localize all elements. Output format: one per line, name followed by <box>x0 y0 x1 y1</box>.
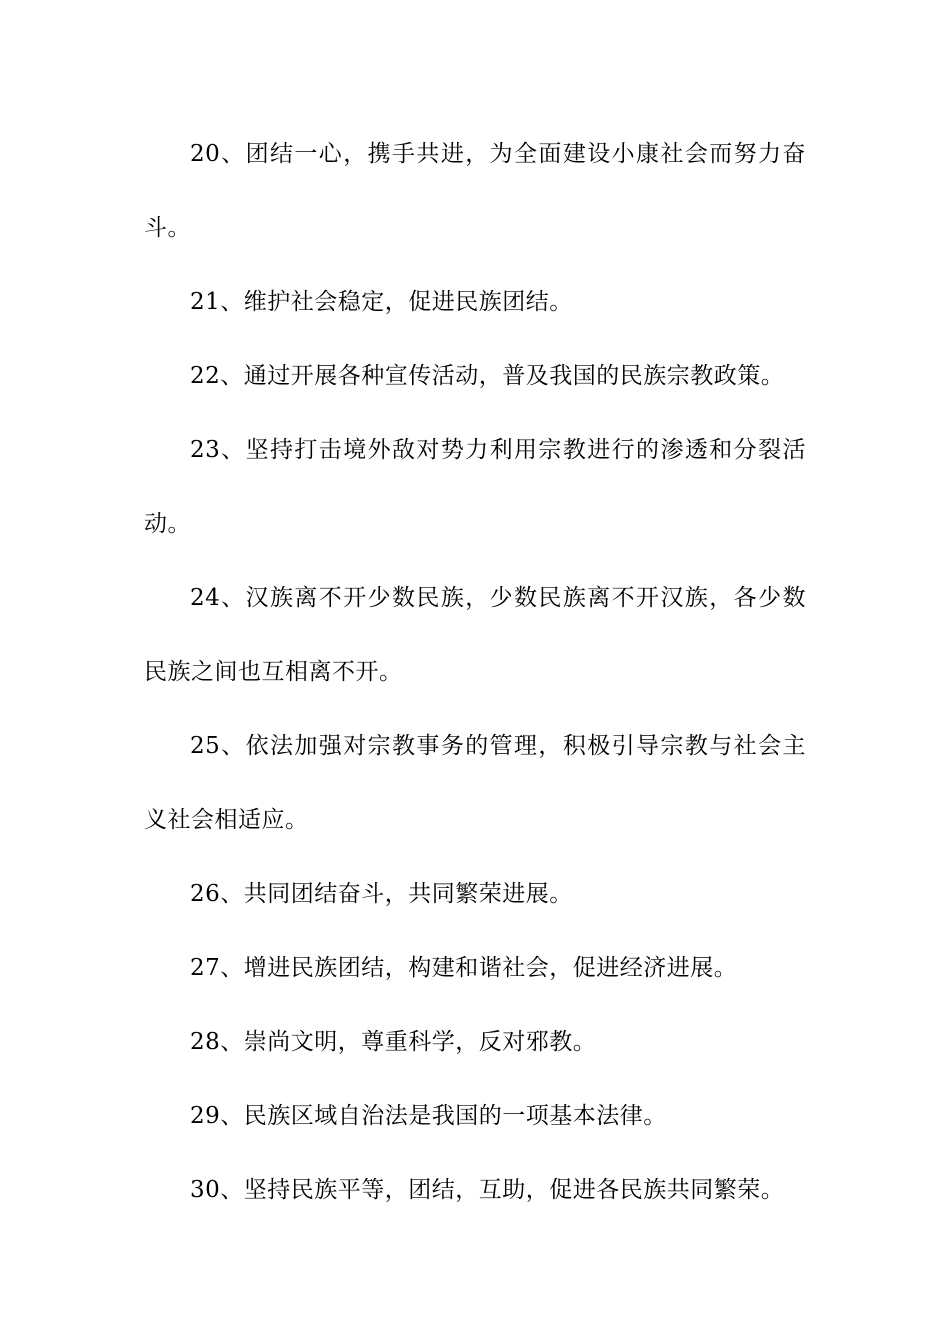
list-item-23: 23、坚持打击境外敌对势力利用宗教进行的渗透和分裂活动。 <box>144 437 806 537</box>
document-body <box>144 117 806 1227</box>
list-item-20: 20、团结一心，携手共进，为全面建设小康社会而努力奋斗。 <box>144 141 806 241</box>
list-item-27: 27、增进民族团结，构建和谐社会，促进经济进展。 <box>190 955 738 981</box>
list-item-28: 28、崇尚文明，尊重科学，反对邪教。 <box>190 1029 597 1055</box>
list-item-24: 24、汉族离不开少数民族，少数民族离不开汉族，各少数民族之间也互相离不开。 <box>144 585 806 685</box>
list-item-21: 21、维护社会稳定，促进民族团结。 <box>190 289 573 315</box>
list-item-25: 25、依法加强对宗教事务的管理，积极引导宗教与社会主义社会相适应。 <box>144 733 806 833</box>
list-item-22: 22、通过开展各种宣传活动，普及我国的民族宗教政策。 <box>190 363 785 389</box>
list-item-26: 26、共同团结奋斗，共同繁荣进展。 <box>190 881 573 907</box>
list-item-30: 30、坚持民族平等，团结，互助，促进各民族共同繁荣。 <box>190 1177 785 1203</box>
list-item-29: 29、民族区域自治法是我国的一项基本法律。 <box>190 1103 667 1129</box>
